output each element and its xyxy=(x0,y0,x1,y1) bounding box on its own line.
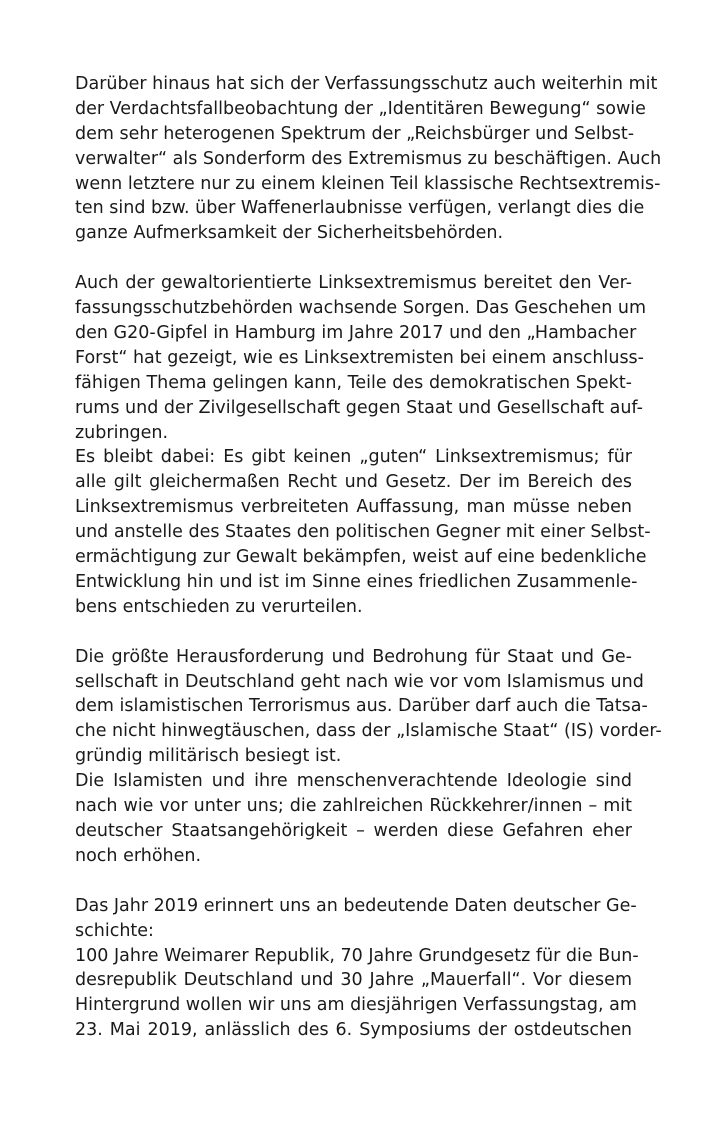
document-body xyxy=(75,72,662,1043)
paragraph-linksextremismus xyxy=(75,271,646,445)
text-line: der Verdachtsfallbeobachtung der „Identitären Bewegung“ sowie xyxy=(75,98,646,119)
text-line: Hintergrund wollen wir uns am diesjährigen Verfassungstag, am xyxy=(75,995,637,1016)
text-line: desrepublik Deutschland und 30 Jahre „Mauerfall“. Vor diesem xyxy=(75,970,632,991)
paragraph-jahr-2019 xyxy=(75,894,637,944)
text-line: Die Islamisten und ihre menschenverachtende Ideologie sind xyxy=(75,771,632,792)
text-line: ganze Aufmerksamkeit der Sicherheitsbehörden. xyxy=(75,223,504,244)
paragraph-recht-und-gesetz xyxy=(75,445,651,619)
text-line: Das Jahr 2019 erinnert uns an bedeutende Daten deutscher Ge- xyxy=(75,895,637,916)
paragraph-islamismus xyxy=(75,645,662,769)
text-line: Es bleibt dabei: Es gibt keinen „guten“ Linksextremismus; für xyxy=(75,447,632,468)
text-line: wenn letztere nur zu einem kleinen Teil klassische Rechtsextremis- xyxy=(75,173,661,194)
paragraph-spacer xyxy=(75,620,632,645)
text-line: Die größte Herausforderung und Bedrohung für Staat und Ge- xyxy=(75,646,632,667)
text-line: 100 Jahre Weimarer Republik, 70 Jahre Grundgesetz für die Bun- xyxy=(75,945,639,966)
text-line: verwalter“ als Sonderform des Extremismus zu beschäftigen. Auch xyxy=(75,148,662,169)
text-line: nach wie vor unter uns; die zahlreichen Rückkehrer/innen – mit xyxy=(75,796,632,817)
text-line: Darüber hinaus hat sich der Verfassungsschutz auch weiterhin mit xyxy=(75,74,658,94)
text-line: fähigen Thema gelingen kann, Teile des demokratischen Spekt- xyxy=(75,372,632,393)
text-line: ten sind bzw. über Waffenerlaubnisse verfügen, verlangt dies die xyxy=(75,198,645,219)
text-line: dem islamistischen Terrorismus aus. Darüber darf auch die Tatsa- xyxy=(75,696,648,717)
text-line: che nicht hinwegtäuschen, dass der „Islamische Staat“ (IS) vorder- xyxy=(75,721,662,742)
text-line: schichte: xyxy=(75,920,154,941)
text-line: gründig militärisch besiegt ist. xyxy=(75,746,342,767)
text-line: zubringen. xyxy=(75,422,169,443)
text-line: alle gilt gleichermaßen Recht und Gesetz. Der im Bereich des xyxy=(75,472,632,493)
text-line: den G20-Gipfel in Hamburg im Jahre 2017 und den „Hambacher xyxy=(75,323,637,344)
paragraph-jubilaeen xyxy=(75,944,639,1044)
text-line: Forst“ hat gezeigt, wie es Linksextremisten bei einem anschluss- xyxy=(75,347,644,368)
paragraph-rechtsextremismus xyxy=(75,72,662,246)
text-line: Auch der gewaltorientierte Linksextremismus bereitet den Ver- xyxy=(75,273,632,294)
text-line: rums und der Zivilgesellschaft gegen Staat und Gesellschaft auf- xyxy=(75,397,643,418)
text-line: 23. Mai 2019, anlässlich des 6. Symposiums der ostdeutschen xyxy=(75,1020,632,1041)
text-line: bens entschieden zu verurteilen. xyxy=(75,596,363,617)
text-line: noch erhöhen. xyxy=(75,845,202,866)
text-line: sellschaft in Deutschland geht nach wie vor vom Islamismus und xyxy=(75,671,644,692)
paragraph-spacer xyxy=(75,869,632,894)
text-line: ermächtigung zur Gewalt bekämpfen, weist auf eine bedenkliche xyxy=(75,547,647,568)
text-line: deutscher Staatsangehörigkeit – werden diese Gefahren eher xyxy=(75,820,632,841)
text-line: und anstelle des Staates den politischen Gegner mit einer Selbst- xyxy=(75,522,651,543)
text-line: Linksextremismus verbreiteten Auffassung, man müsse neben xyxy=(75,497,632,518)
paragraph-spacer xyxy=(75,246,632,271)
text-line: dem sehr heterogenen Spektrum der „Reichsbürger und Selbst- xyxy=(75,123,635,144)
paragraph-rueckkehrer xyxy=(75,769,632,869)
text-line: Entwicklung hin und ist im Sinne eines friedlichen Zusammenle- xyxy=(75,571,638,592)
text-line: fassungsschutzbehörden wachsende Sorgen. Das Geschehen um xyxy=(75,298,646,319)
